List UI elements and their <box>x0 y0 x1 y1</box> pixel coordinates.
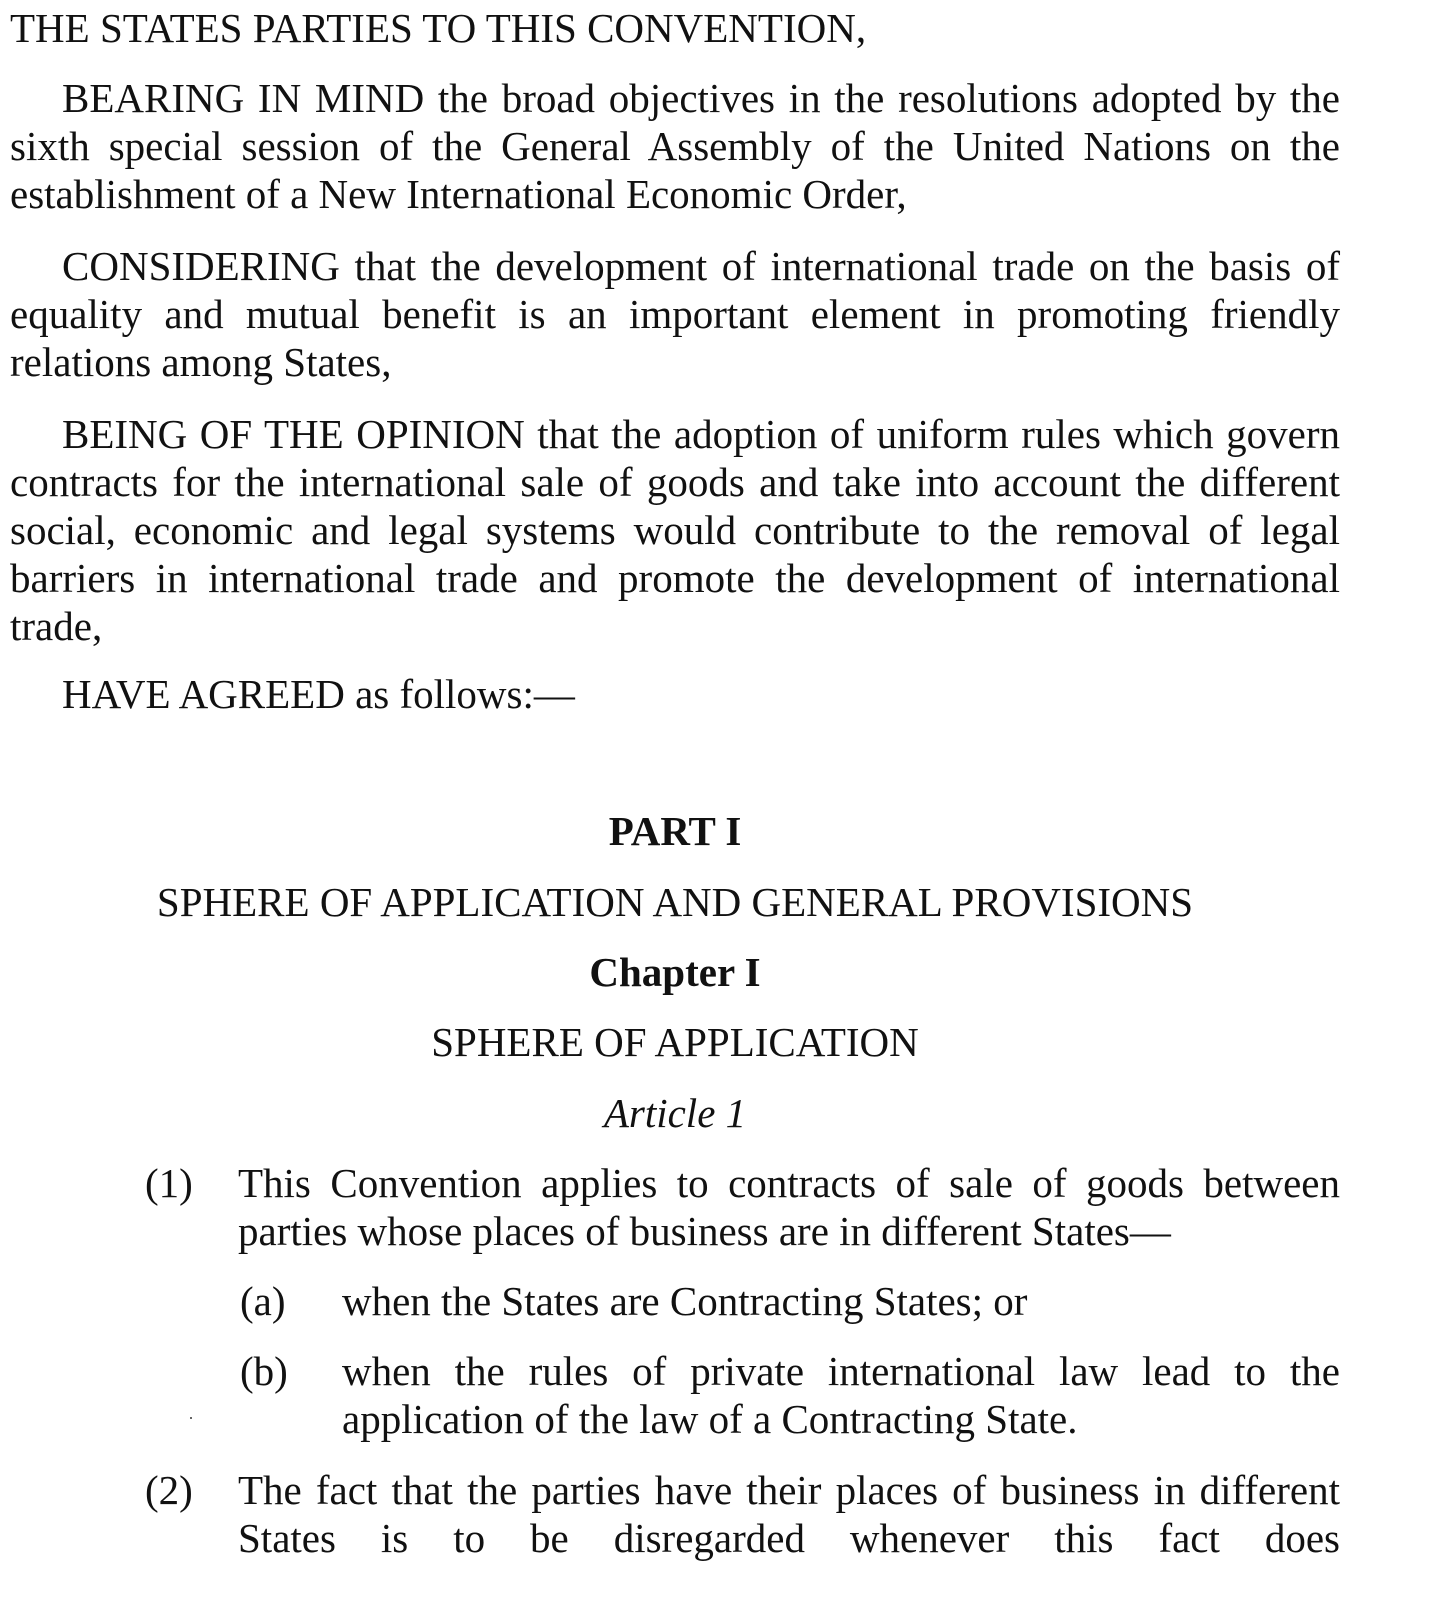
chapter-title: SPHERE OF APPLICATION <box>431 1019 919 1065</box>
preamble-paragraph-considering: CONSIDERING that the development of international trade on the basis of equality and mutual benefit is an important element in promoting friendly relations among States, <box>10 243 1340 385</box>
article-paragraph-1 <box>145 1159 1340 1255</box>
part-title: SPHERE OF APPLICATION AND GENERAL PROVISIONS <box>156 879 1194 925</box>
preamble-paragraph-being-of-the-opinion: BEING OF THE OPINION that the adoption of uniform rules which govern contracts for the international sale of goods and take into account the different social, economic and legal systems would contribute to the removal of legal barriers in international trade and promote the development of international trade, <box>10 411 1340 649</box>
paragraph-text: The fact that the parties have their places of business in different States is to be disregarded whenever this fact does <box>238 1467 1340 1561</box>
paragraph-text: This Convention applies to contracts of sale of goods between parties whose places of business are in different States— <box>238 1160 1340 1254</box>
subparagraph-letter: (b) <box>240 1348 288 1394</box>
article-paragraph-2 <box>145 1466 1340 1562</box>
preamble-paragraph-bearing-in-mind: BEARING IN MIND the broad objectives in the resolutions adopted by the sixth special session of the General Assembly of the United Nations on the establishment of a New International Economic Order, <box>10 75 1340 217</box>
subparagraph-text: when the rules of private international law lead to the application of the law of a Contracting State. <box>342 1348 1340 1442</box>
scan-speck <box>190 1417 192 1419</box>
subparagraph-letter: (a) <box>240 1278 286 1324</box>
article-subparagraph-a <box>240 1277 1340 1325</box>
article-subparagraph-b <box>240 1347 1340 1443</box>
have-agreed-line: HAVE AGREED as follows:— <box>62 671 575 717</box>
article-heading: Article 1 <box>603 1090 747 1136</box>
subparagraph-text: when the States are Contracting States; or <box>342 1278 1028 1324</box>
part-number: PART I <box>608 808 742 854</box>
paragraph-number: (2) <box>145 1467 193 1513</box>
paragraph-number: (1) <box>145 1160 193 1206</box>
opening-line: THE STATES PARTIES TO THIS CONVENTION, <box>10 5 867 51</box>
chapter-number: Chapter I <box>589 949 761 995</box>
